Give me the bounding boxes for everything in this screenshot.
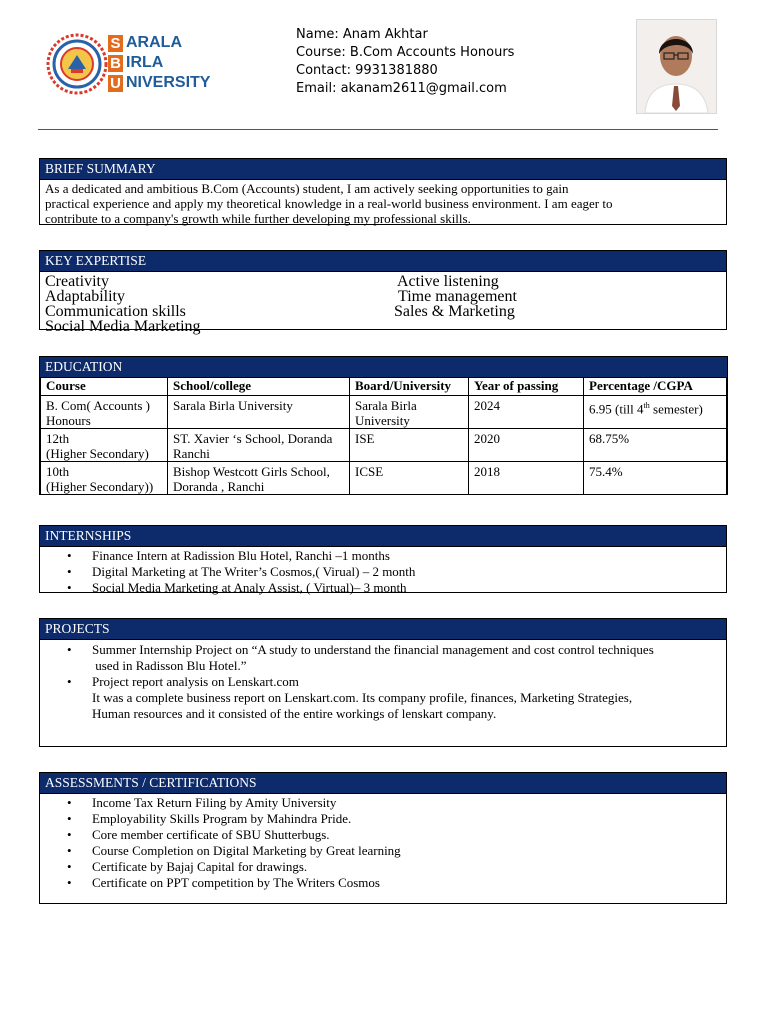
list-item: • Digital Marketing at The Writer’s Cosmos,( Virual) – 2 month [40,564,726,580]
education-section [39,356,728,495]
list-item: • Employability Skills Program by Mahindra Pride. [40,811,726,827]
cell-course: (Higher Secondary)) [46,479,154,494]
project-line: • Summer Internship Project on “A study to understand the financial management and cost control techniques [92,642,654,657]
list-item: • Core member certificate of SBU Shutterbugs. [40,827,726,843]
section-title: INTERNSHIPS [40,526,726,547]
cell-board: ISE [355,431,375,446]
list-item [40,674,726,722]
cell-board: ICSE [355,464,384,479]
cell-course: B. Com( Accounts ) [46,398,150,413]
projects-section [39,618,727,747]
project-line: Human resources and it consisted of the entire workings of lenskart company. [92,706,497,721]
project-line: It was a complete business report on Lenskart.com. Its company profile, finances, Marketing Strategies, [92,690,633,705]
list-item: • Income Tax Return Filing by Amity University [40,795,726,811]
section-title: PROJECTS [40,619,726,640]
skill-item: Communication skills [45,303,186,320]
cell-school: Bishop Westcott Girls School, [173,464,330,479]
cell-year: 2018 [469,462,584,495]
summary-line: contribute to a company's growth while further developing my professional skills. [45,211,471,226]
certifications-section [39,772,727,904]
university-seal-logo [46,33,108,95]
internships-section [39,525,727,593]
cell-course: 10th [46,464,70,479]
list-item: • Social Media Marketing at Analy Assist, ( Virtual)– 3 month [40,580,726,596]
table-row [41,396,727,429]
summary-line: practical experience and apply my theoretical knowledge in a real-world business environment. I am eager to [45,196,613,211]
cell-course: (Higher Secondary) [46,446,149,461]
cell-percentage-sup: th [643,401,650,410]
skill-item: Time management [398,288,517,305]
cell-percentage-tail: semester) [649,401,703,417]
table-header: Course [41,378,168,396]
list-item [40,642,726,674]
section-title: BRIEF SUMMARY [40,159,726,180]
skill-item: Sales & Marketing [394,303,515,320]
contact-email: Email: akanam2611@gmail.com [296,81,507,96]
contact-phone: Contact: 9931381880 [296,63,438,78]
cell-percentage [584,396,727,429]
cell-school: Sarala Birla University [173,398,293,413]
cell-course: 12th [46,431,70,446]
cell-percentage-value: 6.95 (till 4 [589,401,644,417]
cell-year: 2024 [469,396,584,429]
skill-item: Adaptability [45,288,125,305]
cell-school: Doranda , Ranchi [173,479,265,494]
table-row [41,429,727,462]
cell-school: Ranchi [173,446,210,461]
university-wordmark [108,33,210,93]
table-header: Board/University [350,378,469,396]
cell-percentage: 75.4% [584,462,727,495]
table-header: Year of passing [469,378,584,396]
brand-initial: U [108,75,123,92]
contact-name: Name: Anam Akhtar [296,27,428,42]
cell-year: 2020 [469,429,584,462]
cell-board: University [355,413,410,428]
list-item: • Finance Intern at Radission Blu Hotel, Ranchi –1 months [40,548,726,564]
section-title: EDUCATION [40,357,727,377]
header-divider [38,129,718,130]
brand-word: IRLA [126,54,164,71]
brand-word: ARALA [126,34,182,51]
table-header: Percentage /CGPA [584,378,727,396]
brand-word: NIVERSITY [126,74,211,91]
list-item: • Certificate on PPT competition by The Writers Cosmos [40,875,726,891]
list-item: • Certificate by Bajaj Capital for drawings. [40,859,726,875]
section-title: ASSESSMENTS / CERTIFICATIONS [40,773,726,794]
table-header: School/college [168,378,350,396]
project-line: • Project report analysis on Lenskart.com [92,674,299,689]
profile-photo [636,19,717,114]
cell-board: Sarala Birla [355,398,417,413]
brand-initial: B [108,55,123,72]
expertise-section [39,250,727,335]
summary-section [39,158,727,225]
cell-percentage: 68.75% [584,429,727,462]
list-item: • Course Completion on Digital Marketing by Great learning [40,843,726,859]
skill-item: Creativity [45,273,109,290]
skill-item: Social Media Marketing [45,318,201,335]
section-title: KEY EXPERTISE [40,251,726,272]
contact-block [296,26,514,98]
table-row [41,462,727,495]
brand-initial: S [108,35,123,52]
cell-school: ST. Xavier ‘s School, Doranda [173,431,333,446]
contact-course: Course: B.Com Accounts Honours [296,45,515,60]
skill-item: Active listening [397,273,499,290]
cell-course: Honours [46,413,91,428]
project-line: used in Radisson Blu Hotel.” [92,658,247,673]
summary-line: As a dedicated and ambitious B.Com (Accounts) student, I am actively seeking opportunities to gain [45,181,569,196]
education-table [40,377,727,495]
